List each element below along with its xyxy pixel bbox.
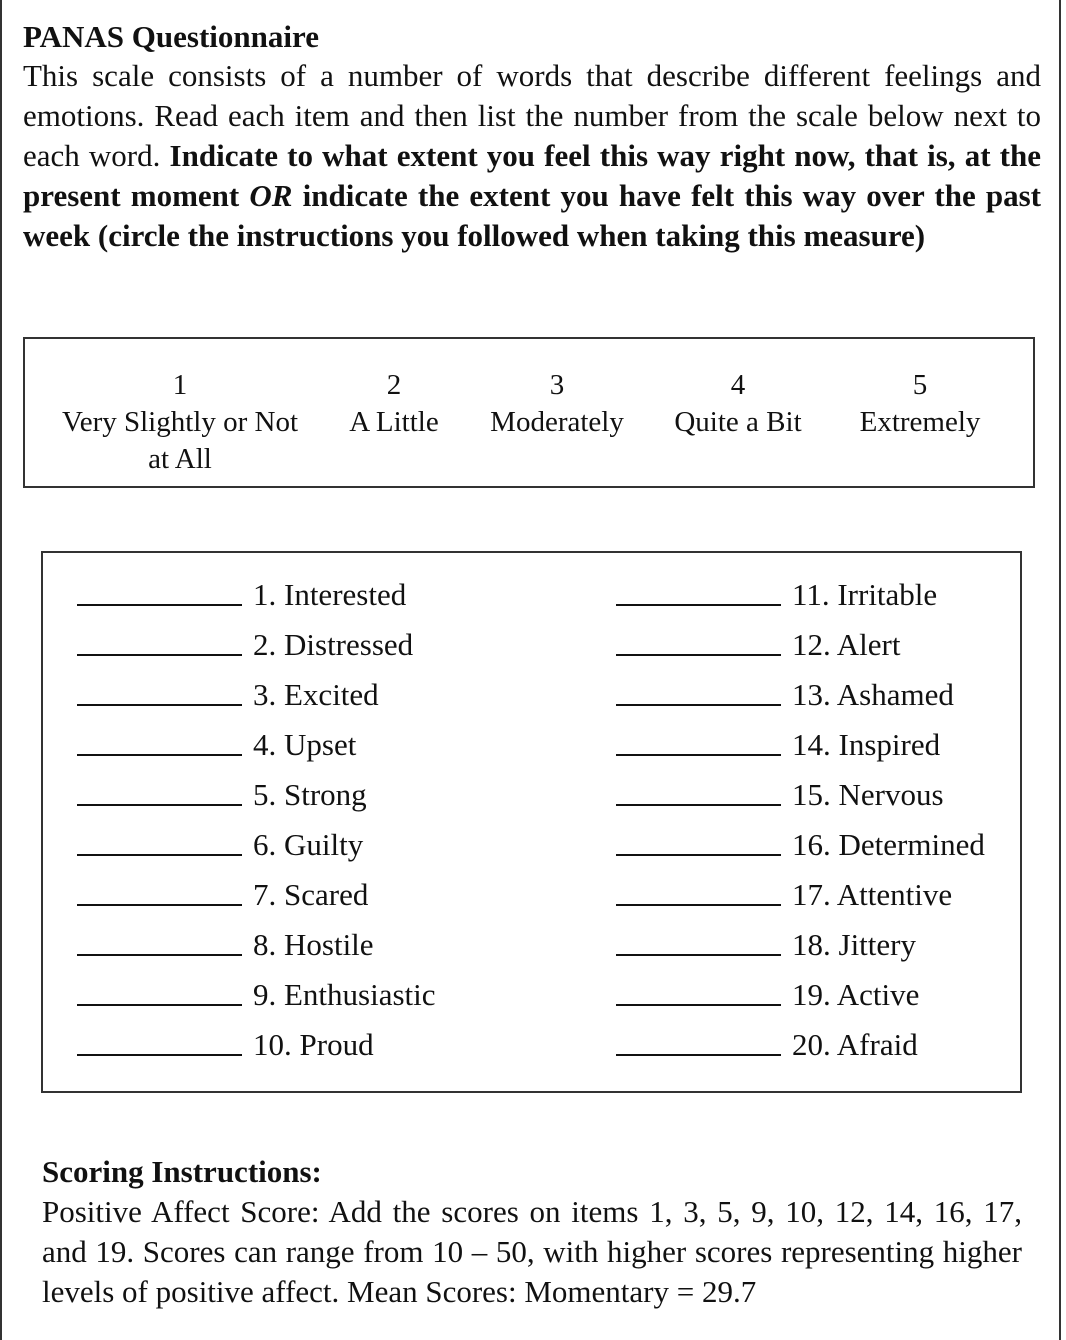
item-label-2: 2. Distressed [253,627,414,662]
answer-blank-14[interactable] [616,754,781,756]
answer-blank-11[interactable] [616,604,781,606]
item-label-1: 1. Interested [253,577,407,612]
scale-option-5 [860,367,981,441]
answer-blank-4[interactable] [77,754,242,756]
item-label-14: 14. Inspired [792,727,941,762]
answer-blank-1[interactable] [77,604,242,606]
scale-label: Extremely [859,406,981,438]
answer-blank-17[interactable] [616,904,781,906]
answer-blank-8[interactable] [77,954,242,956]
scale-label: Quite a Bit [674,406,802,438]
intro-plain-text: This scale consists of a number of words that describe different feelings and emotions. Read each item and then list the number from the scale below next to each word. [23,58,1041,173]
item-label-11: 11. Irritable [792,577,938,612]
intro-bold-text-continued: indicate the extent you have felt this way over the past week (circle the instructions you followed when taking this measure) [23,178,1042,253]
scale-label: Very Slightly or Not [61,406,299,438]
scale-label-continued: at All [148,443,212,475]
item-label-3: 3. Excited [253,677,379,712]
scale-option-1 [62,367,298,478]
item-label-4: 4. Upset [253,727,357,762]
scale-number: 3 [549,369,565,401]
scale-number: 4 [730,369,746,401]
scale-label: Moderately [490,406,624,438]
answer-blank-18[interactable] [616,954,781,956]
item-label-19: 19. Active [792,977,920,1012]
answer-blank-10[interactable] [77,1054,242,1056]
items-box [41,551,1022,1093]
scale-option-3 [490,367,624,441]
scale-number: 2 [386,369,402,401]
item-label-15: 15. Nervous [792,777,944,812]
answer-blank-3[interactable] [77,704,242,706]
scale-option-2 [349,367,438,441]
intro-bold-text: Indicate to what extent you feel this way right now, that is, at the present moment [23,138,1041,213]
answer-blank-12[interactable] [616,654,781,656]
scoring-text: Positive Affect Score: Add the scores on items 1, 3, 5, 9, 10, 12, 14, 16, 17, and 19. Scores can range from 10 – 50, with higher scores representing higher levels of positive affect. Mean Scores: Momentary = 29.7 [42,1194,1022,1309]
answer-blank-7[interactable] [77,904,242,906]
answer-blank-2[interactable] [77,654,242,656]
item-label-18: 18. Jittery [792,927,916,962]
page-title: PANAS Questionnaire [23,19,319,54]
item-label-8: 8. Hostile [253,927,374,962]
answer-blank-16[interactable] [616,854,781,856]
answer-blank-15[interactable] [616,804,781,806]
answer-blank-6[interactable] [77,854,242,856]
item-label-9: 9. Enthusiastic [253,977,436,1012]
item-label-6: 6. Guilty [253,827,364,862]
item-label-12: 12. Alert [792,627,901,662]
item-label-16: 16. Determined [792,827,985,862]
item-label-7: 7. Scared [253,877,369,912]
answer-blank-13[interactable] [616,704,781,706]
intro-paragraph [23,56,1041,256]
answer-blank-19[interactable] [616,1004,781,1006]
scale-number: 5 [912,369,928,401]
item-label-17: 17. Attentive [792,877,953,912]
scoring-title: Scoring Instructions: [42,1154,322,1189]
scale-option-4 [674,367,801,441]
item-label-13: 13. Ashamed [792,677,954,712]
rating-scale-box [23,337,1035,488]
item-label-5: 5. Strong [253,777,367,812]
answer-blank-5[interactable] [77,804,242,806]
scale-number: 1 [172,369,188,401]
intro-or-emphasis: OR [249,178,293,213]
answer-blank-20[interactable] [616,1054,781,1056]
item-label-10: 10. Proud [253,1027,374,1062]
scale-label: A Little [349,406,439,438]
answer-blank-9[interactable] [77,1004,242,1006]
item-label-20: 20. Afraid [792,1027,918,1062]
